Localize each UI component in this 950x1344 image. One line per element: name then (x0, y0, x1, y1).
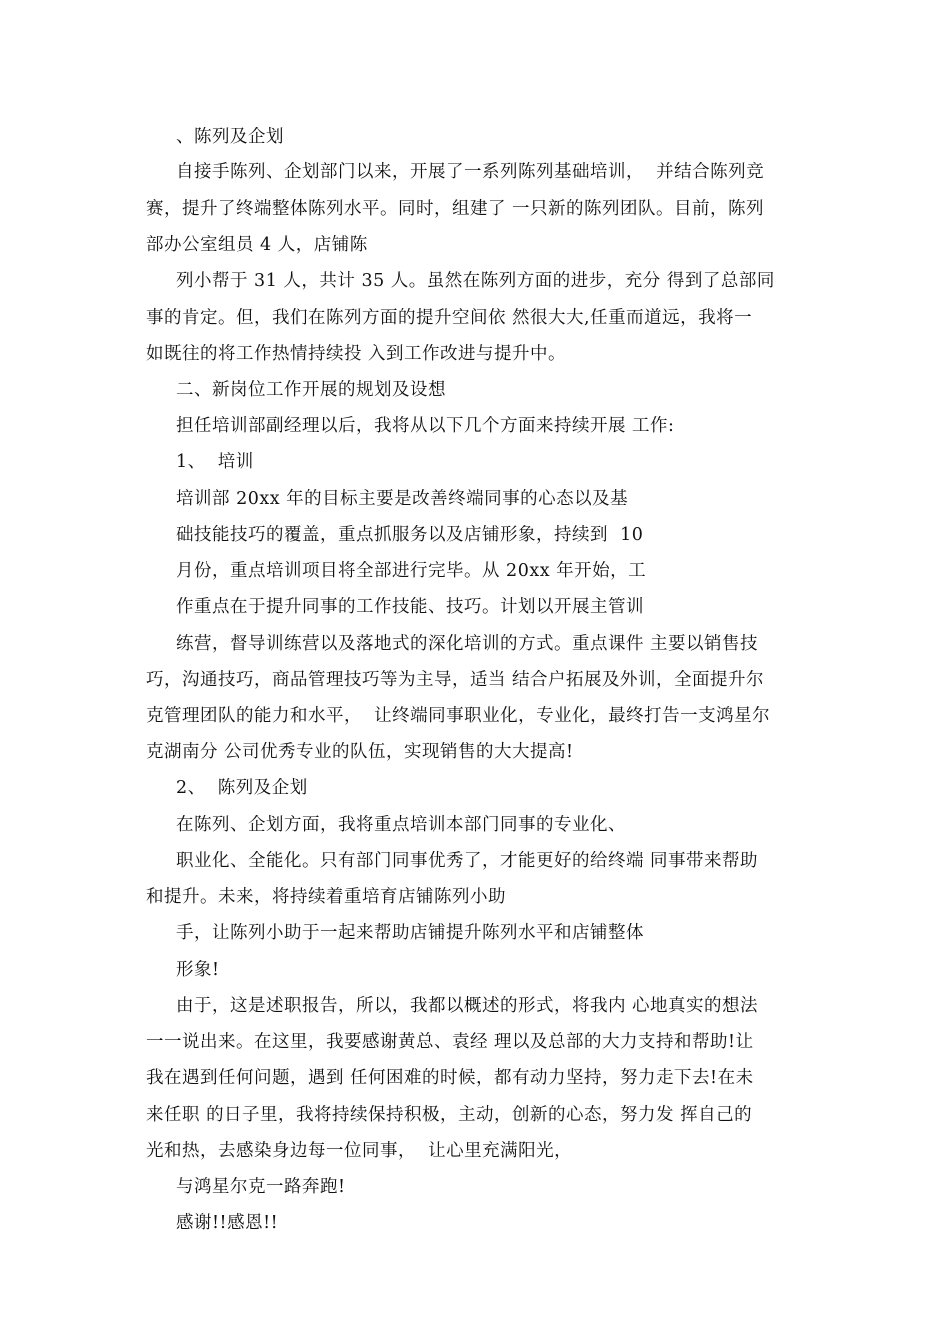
paragraph-line: 来任职 的日子里，我将持续保持积极，主动，创新的心态，努力发 挥自己的 (146, 1105, 753, 1125)
paragraph-line: 作重点在于提升同事的工作技能、技巧。计划以开展主管训 (176, 597, 644, 617)
paragraph-line: 事的肯定。但，我们在陈列方面的提升空间依 然很大大,任重而道远，我将一 (146, 308, 753, 328)
paragraph-line: 和提升。未来，将持续着重培育店铺陈列小助 (146, 887, 506, 907)
paragraph-line: 职业化、全能化。只有部门同事优秀了，才能更好的给终端 同事带来帮助 (176, 851, 759, 871)
paragraph-line: 担任培训部副经理以后，我将从以下几个方面来持续开展 工作: (176, 416, 675, 436)
section-heading: 二、新岗位工作开展的规划及设想 (176, 380, 446, 400)
paragraph-line: 培训部 20xx 年的目标主要是改善终端同事的心态以及基 (176, 489, 629, 509)
paragraph-line: 巧，沟通技巧，商品管理技巧等为主导，适当 结合户拓展及外训，全面提升尔 (146, 670, 765, 690)
paragraph-line: 础技能技巧的覆盖，重点抓服务以及店铺形象，持续到 10 (176, 525, 644, 545)
paragraph-line: 克管理团队的能力和水平， 让终端同事职业化，专业化，最终打告一支鸿星尔 (146, 706, 771, 726)
paragraph-line: 赛，提升了终端整体陈列水平。同时，组建了 一只新的陈列团队。目前，陈列 (146, 199, 765, 219)
paragraph-line: 手，让陈列小助于一起来帮助店铺提升陈列水平和店铺整体 (176, 923, 644, 943)
paragraph-line: 自接手陈列、企划部门以来，开展了一系列陈列基础培训， 并结合陈列竞 (176, 162, 765, 182)
paragraph-line: 月份，重点培训项目将全部进行完毕。从 20xx 年开始，工 (176, 561, 647, 581)
paragraph-line: 光和热，去感染身边每一位同事， 让心里充满阳光， (146, 1141, 573, 1161)
paragraph-line: 由于，这是述职报告，所以，我都以概述的形式，将我内 心地真实的想法 (176, 996, 759, 1016)
paragraph-line: 一一说出来。在这里，我要感谢黄总、袁经 理以及总部的大力支持和帮助!让 (146, 1032, 754, 1052)
subsection-heading: 2、 陈列及企划 (176, 778, 308, 798)
paragraph-line: 我在遇到任何问题，遇到 任何困难的时候，都有动力坚持，努力走下去!在未 (146, 1068, 754, 1088)
closing-line: 感谢!!感恩!! (176, 1213, 279, 1233)
paragraph-line: 练营，督导训练营以及落地式的深化培训的方式。重点课件 主要以销售技 (176, 634, 759, 654)
paragraph-line: 在陈列、企划方面，我将重点培训本部门同事的专业化、 (176, 815, 626, 835)
paragraph-line: 形象! (176, 960, 220, 980)
section-heading: 、陈列及企划 (176, 127, 284, 147)
paragraph-line: 克湖南分 公司优秀专业的队伍，实现销售的大大提高! (146, 742, 574, 762)
subsection-heading: 1、 培训 (176, 452, 254, 472)
paragraph-line: 与鸿星尔克一路奔跑! (176, 1177, 346, 1197)
paragraph-line: 部办公室组员 4 人，店铺陈 (146, 235, 368, 255)
paragraph-line: 如既往的将工作热情持续投 入到工作改进与提升中。 (146, 344, 567, 364)
paragraph-line: 列小帮于 31 人，共计 35 人。虽然在陈列方面的进步，充分 得到了总部同 (176, 271, 775, 291)
